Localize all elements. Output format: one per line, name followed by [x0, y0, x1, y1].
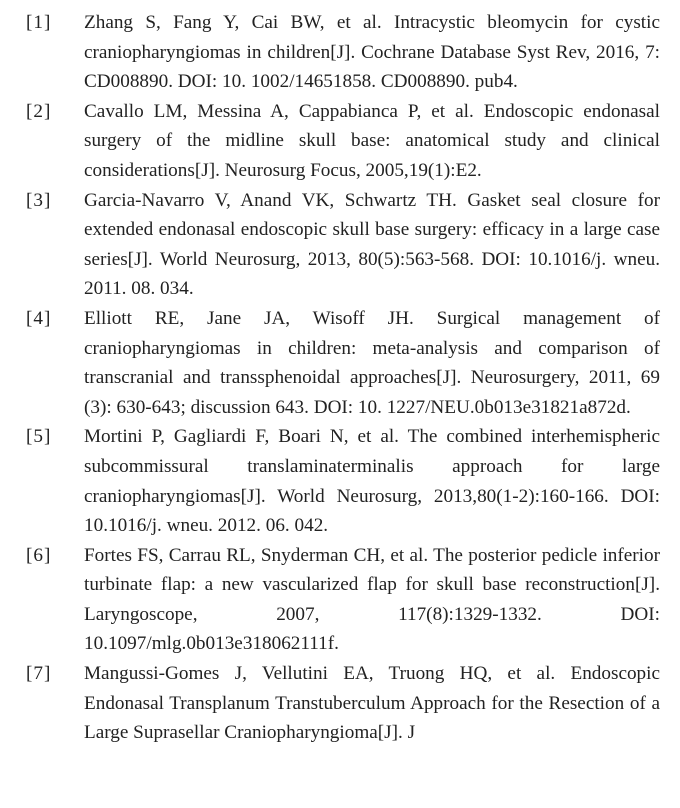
reference-number: [3] — [26, 189, 52, 211]
reference-item-2 — [0, 97, 680, 186]
reference-item-4 — [0, 304, 680, 422]
reference-text: Elliott RE, Jane JA, Wisoff JH. Surgical management of craniopharyngiomas in children: meta-analysis and comparison of transcranial and transsphenoidal approaches[J]. Neurosurgery, 2011, 69 (3): 630-643; discussion 643. DOI: 10. 1227/NEU.0b013e31821a872d. — [84, 307, 660, 418]
reference-item-1 — [0, 8, 680, 97]
reference-number: [1] — [26, 12, 52, 33]
reference-item-7 — [0, 659, 680, 748]
reference-text: Mortini P, Gagliardi F, Boari N, et al. The combined interhemispheric subcommissural translaminaterminalis approach for large craniopharyngiomas[J]. World Neurosurg, 2013,80(1-2):160-166. DOI: 10.1016/j. wneu. 2012. 06. 042. — [84, 426, 660, 537]
reference-number: [6] — [26, 544, 52, 566]
reference-item-3 — [0, 186, 680, 304]
reference-number: [7] — [26, 663, 52, 685]
reference-text: Mangussi-Gomes J, Vellutini EA, Truong HQ, et al. Endoscopic Endonasal Transplanum Transtuberculum Approach for the Resection of a Large Suprasellar Craniopharyngioma[J]. J — [84, 663, 660, 744]
reference-item-5 — [0, 422, 680, 540]
reference-text: Garcia-Navarro V, Anand VK, Schwartz TH. Gasket seal closure for extended endonasal endoscopic skull base surgery: efficacy in a large case series[J]. World Neurosurg, 2013, 80(5):563-568. DOI: 10.1016/j. wneu. 2011. 08. 034. — [84, 189, 660, 300]
reference-number: [4] — [26, 307, 52, 329]
reference-item-6 — [0, 541, 680, 659]
reference-text: Cavallo LM, Messina A, Cappabianca P, et al. Endoscopic endonasal surgery of the midline skull base: anatomical study and clinical considerations[J]. Neurosurg Focus, 2005,19(1):E2. — [84, 100, 660, 181]
reference-text: Zhang S, Fang Y, Cai BW, et al. Intracystic bleomycin for cystic craniopharyngiomas in children[J]. Cochrane Database Syst Rev, 2016, 7: CD008890. DOI: 10. 1002/14651858. CD008890. pub4. — [84, 12, 660, 93]
reference-number: [5] — [26, 426, 52, 448]
reference-list — [0, 8, 680, 748]
reference-text: Fortes FS, Carrau RL, Snyderman CH, et al. The posterior pedicle inferior turbinate flap: a new vascularized flap for skull base reconstruction[J]. Laryngoscope, 2007, 117(8):1329-1332. DOI: 10.1097/mlg.0b013e318062111f. — [84, 544, 660, 655]
reference-number: [2] — [26, 100, 52, 122]
